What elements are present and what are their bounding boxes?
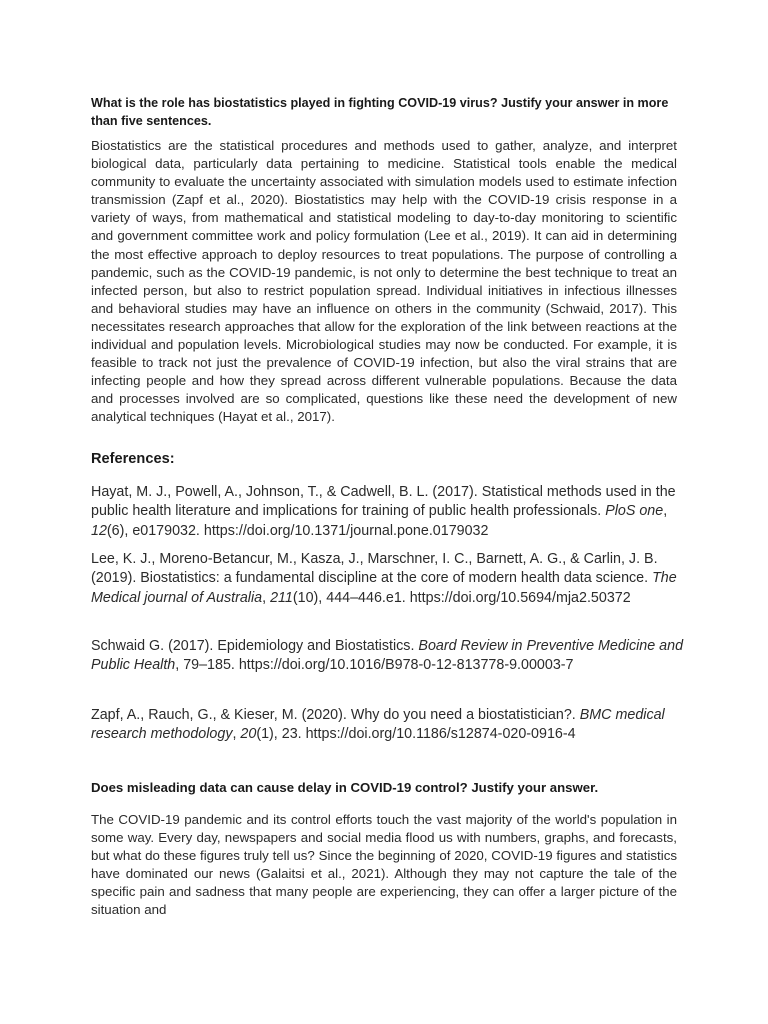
question-1-heading: What is the role has biostatistics played in fighting COVID-19 virus? Justify your answer in more than five sentences.: [91, 96, 669, 128]
reference-journal: The Medical journal of Australia: [91, 570, 677, 606]
reference-tail: (1), 23. https://doi.org/10.1186/s12874-020-0916-4: [256, 726, 576, 743]
reference-separator: ,: [232, 726, 241, 743]
reference-hayat: [91, 483, 691, 541]
reference-schwaid: [91, 637, 691, 676]
reference-text: Zapf, A., Rauch, G., & Kieser, M. (2020). Why do you need a biostatistician?.: [91, 707, 580, 723]
references-heading: References:: [91, 451, 175, 467]
reference-journal: Board Review in Preventive Medicine and Public Health: [91, 638, 684, 674]
answer-2-paragraph: The COVID-19 pandemic and its control efforts touch the vast majority of the world's population in some way. Every day, newspapers and social media flood us with numbers, graphs, and forecasts, but what do these figures truly tell us? Since the beginning of 2020, COVID-19 figures and statistics have dominated our news (Galaitsi et al., 2021). Although they may not capture the tale of the specific pain and sadness that many people are experiencing, they can offer a larger picture of the situation and: [91, 812, 677, 918]
reference-text: Lee, K. J., Moreno-Betancur, M., Kasza, J., Marschner, I. C., Barnett, A. G., & Carlin, J. B. (2019). Biostatistics: a fundamental discipline at the core of modern health data science.: [91, 551, 658, 587]
answer-1-paragraph: Biostatistics are the statistical procedures and methods used to gather, analyze, and interpret biological data, particularly data pertaining to medicine. Statistical tools enable the medical community to evaluate the uncertainty associated with simulation models used to estimate infection transmission (Zapf et al., 2020). Biostatistics may help with the COVID-19 crisis response in a variety of ways, from mathematical and statistical modeling to day-to-day monitoring to scientific and government committee work and policy formulation (Lee et al., 2019). It can aid in determining the most effective approach to deploy resources to treat populations. The purpose of controlling a pandemic, such as the COVID-19 pandemic, is not only to determine the best technique to treat an infected person, but also to restrict population spread. Individual initiatives in infectious illnesses and behavioral studies may have an influence on others in the community (Schwaid, 2017). This necessitates research approaches that allow for the exploration of the link between reactions at the individual and population levels. Microbiological studies may now be conducted. For example, it is feasible to track not just the prevalence of COVID-19 infection, but also the viral strains that are infecting people and how they spread across different vulnerable populations. Because the data and processes involved are so complicated, questions like these need the development of new analytical techniques (Hayat et al., 2017).: [91, 138, 677, 425]
reference-zapf: [91, 706, 691, 745]
reference-volume: 211: [270, 589, 293, 606]
reference-journal: BMC medical research methodology: [91, 707, 665, 743]
question-2-heading: Does misleading data can cause delay in COVID-19 control? Justify your answer.: [91, 780, 599, 795]
reference-volume: 20: [240, 726, 257, 743]
reference-tail: (6), e0179032. https://doi.org/10.1371/journal.pone.0179032: [106, 522, 489, 539]
reference-lee: [91, 550, 691, 608]
reference-volume: 12: [91, 522, 107, 539]
reference-text: Schwaid G. (2017). Epidemiology and Biostatistics.: [91, 638, 419, 654]
reference-tail: (10), 444–446.e1. https://doi.org/10.5694/mja2.50372: [292, 589, 631, 606]
reference-tail: , 79–185. https://doi.org/10.1016/B978-0-12-813778-9.00003-7: [175, 657, 574, 674]
reference-separator: ,: [663, 503, 668, 520]
reference-text: Hayat, M. J., Powell, A., Johnson, T., & Cadwell, B. L. (2017). Statistical methods used in the public health literature and implications for training of public health professionals.: [91, 484, 676, 520]
reference-journal: PloS one: [605, 503, 664, 520]
reference-separator: ,: [262, 589, 271, 606]
